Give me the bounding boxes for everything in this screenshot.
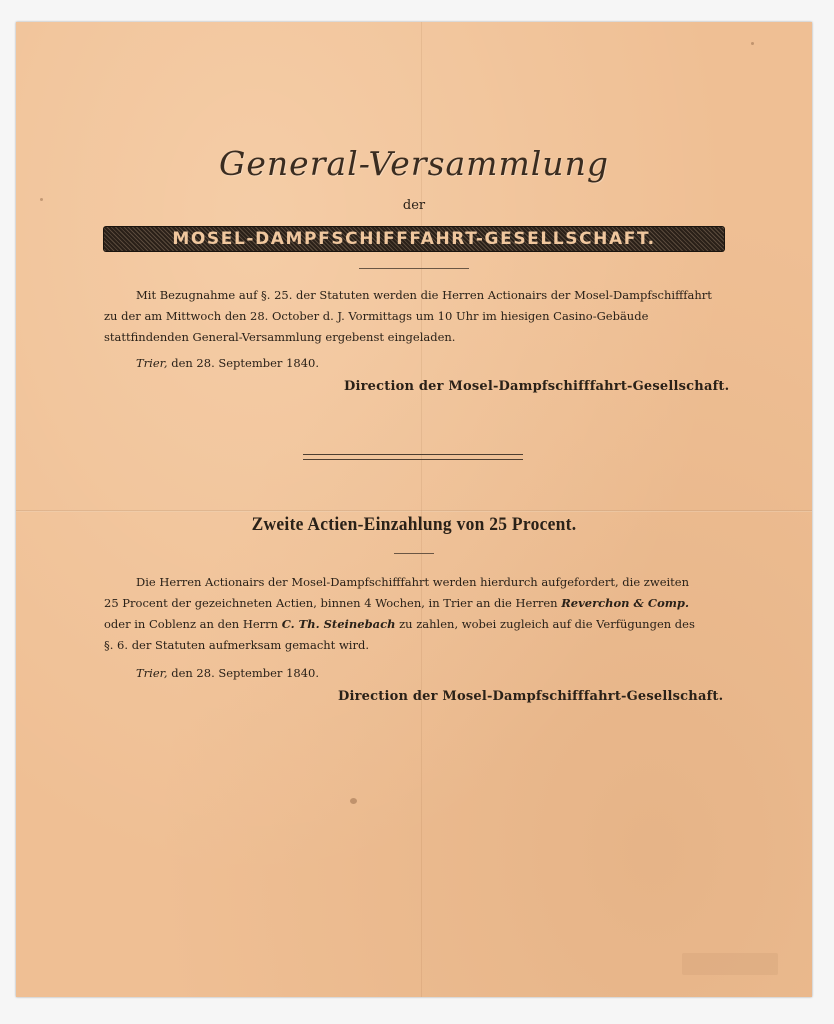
general-versammlung-title: General-Versammlung [219, 144, 609, 183]
date-text: den 28. September 1840. [171, 356, 319, 370]
payment-line-3-text-b: zu zahlen, wobei zugleich auf die Verfügungen des [399, 617, 695, 631]
signature-2: Direction der Mosel-Dampfschifffahrt-Gesellschaft. [338, 689, 724, 704]
poster-sheet [16, 22, 812, 997]
paper-stain [350, 798, 357, 804]
payment-line-3-text-a: oder in Coblenz an den Herrn [104, 617, 279, 631]
date-text: den 28. September 1840. [171, 666, 319, 680]
payment-line-2-text: 25 Procent der gezeichneten Actien, binnen 4 Wochen, in Trier an die Herren [104, 596, 558, 610]
person-name-steinebach: C. Th. Steinebach [281, 617, 396, 631]
signature-1: Direction der Mosel-Dampfschifffahrt-Gesellschaft. [344, 379, 730, 394]
payment-paragraph [104, 572, 726, 656]
payment-line-1: Die Herren Actionairs der Mosel-Dampfschifffahrt werden hierdurch aufgefordert, die zweiten [136, 575, 690, 589]
paper-fold-horizontal [16, 510, 812, 512]
section-separator [303, 454, 523, 460]
payment-line-2 [104, 593, 726, 614]
second-payment-heading: Zweite Actien-Einzahlung von 25 Procent. [251, 514, 577, 535]
invitation-line-1: Mit Bezugnahme auf §. 25. der Statuten werden die Herren Actionairs der Mosel-Dampfschifffahrt [136, 288, 712, 302]
invitation-line-3: stattfindenden General-Versammlung ergebenst eingeladen. [104, 330, 456, 344]
invitation-line-2: zu der am Mittwoch den 28. October d. J. Vormittags um 10 Uhr im hiesigen Casino-Gebäude [104, 309, 649, 323]
company-banner [103, 226, 725, 252]
payment-line-3 [104, 614, 726, 635]
paper-stain [751, 42, 754, 45]
faded-archive-stamp [682, 953, 778, 975]
payment-line-4: §. 6. der Statuten aufmerksam gemacht wird. [104, 638, 369, 652]
company-banner-text: MOSEL-DAMPFSCHIFFFAHRT-GESELLSCHAFT. [172, 229, 656, 249]
place-name: Trier, [136, 356, 168, 370]
title-der: der [402, 198, 426, 213]
place-name: Trier, [136, 666, 168, 680]
date-line-2 [136, 666, 319, 680]
divider-short [359, 268, 469, 269]
date-line-1 [136, 356, 319, 370]
company-banner-frame [103, 226, 725, 252]
bank-name-reverchon: Reverchon & Comp. [561, 596, 689, 610]
invitation-paragraph [104, 285, 726, 348]
divider-short [394, 553, 434, 554]
